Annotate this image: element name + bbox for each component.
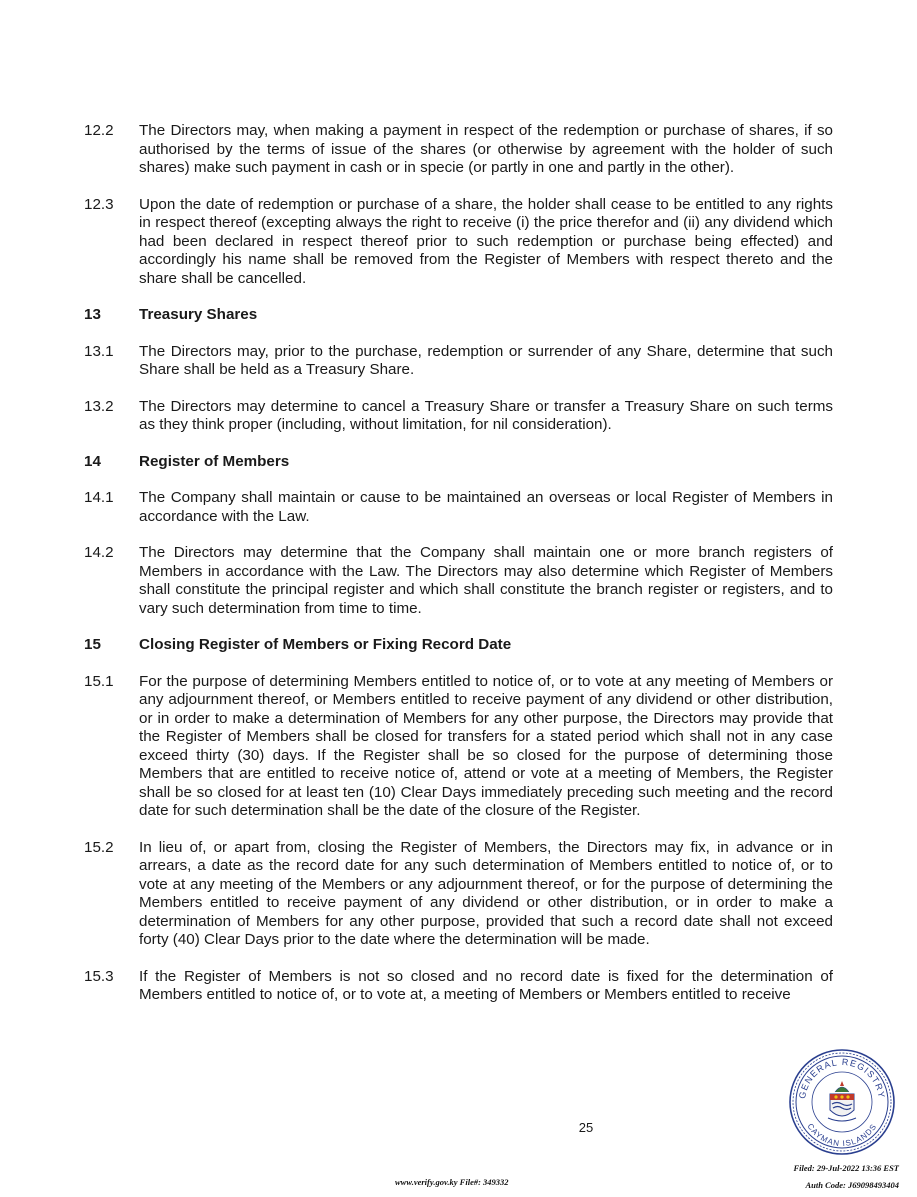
clause-text: For the purpose of determining Members entitled to notice of, or to vote at any meeting of Members or any adjournment thereof, or Members entitled to receive payment of any dividend or other distribution, or in order to make a determination of Members for any other purpose, the Directors may provide that the Register of Members shall be closed for transfers for a stated period which shall not in any case exceed thirty (30) days. If the Register shall be so closed for the purpose of determining those Members that are entitled to receive notice of, attend or vote at a meeting of Members, the Register shall be so closed for at least ten (10) Clear Days immediately preceding such meeting and the record date for such determination shall be the date of the closure of the Register.: [139, 672, 833, 819]
clause-12-2: [84, 122, 833, 178]
clause-14-2: [84, 544, 833, 618]
document-body: [84, 122, 833, 1023]
clause-12-3: [84, 196, 833, 289]
clause-text: The Directors may, when making a payment in respect of the redemption or purchase of shares, if so authorised by the terms of issue of the shares (or otherwise by agreement with the holder of such shares) make such payment in cash or in specie (or partly in one and partly in the other).: [139, 122, 833, 176]
general-registry-seal-icon: [788, 1048, 896, 1156]
section-number: 14: [84, 452, 101, 470]
clause-number: 12.3: [84, 195, 114, 213]
clause-text: The Directors may determine that the Company shall maintain one or more branch registers of Members in accordance with the Law. The Directors may also determine which Register of Members shall constitute the principal register and which shall constitute the branch register or registers, and to vary such determination from time to time.: [139, 544, 833, 617]
clause-number: 12.2: [84, 122, 114, 139]
clause-13-1: [84, 343, 833, 380]
page-number: 25: [578, 1120, 594, 1135]
clause-15-1: [84, 673, 833, 821]
section-number: 15: [84, 636, 101, 653]
verify-file-reference: www.verify.gov.ky File#: 349332: [395, 1177, 509, 1187]
clause-text: In lieu of, or apart from, closing the Register of Members, the Directors may fix, in advance or in arrears, a date as the record date for any such determination of Members entitled to notice of, or to vote at any meeting of the Members or any adjournment thereof, or for the purpose of determining the Members entitled to receive payment of any dividend or other distribution, or in order to make a determination of Members for any other purpose, provided that such a record date shall not exceed forty (40) Clear Days prior to the date where the determination will be made.: [139, 838, 833, 948]
section-title: Closing Register of Members or Fixing Record Date: [139, 636, 512, 653]
clause-14-1: [84, 489, 833, 526]
filing-info: [793, 1160, 899, 1194]
section-number: 13: [84, 306, 101, 323]
filed-timestamp: Filed: 29-Jul-2022 13:36 EST: [793, 1163, 899, 1173]
seal-top-text: GENERAL REGISTRY: [797, 1056, 887, 1100]
clause-number: 13.1: [84, 342, 114, 360]
section-title: Treasury Shares: [139, 306, 258, 323]
svg-text:GENERAL REGISTRY: [797, 1057, 887, 1100]
clause-number: 15.1: [84, 672, 114, 690]
clause-text: The Directors may determine to cancel a Treasury Share or transfer a Treasury Share on such terms as they think proper (including, without limitation, for nil consideration).: [139, 397, 833, 433]
coat-of-arms-icon: [828, 1081, 856, 1121]
section-heading-13: [84, 306, 833, 325]
clause-number: 15.3: [84, 967, 114, 985]
section-heading-15: [84, 636, 833, 655]
clause-text: The Company shall maintain or cause to be maintained an overseas or local Register of Members in accordance with the Law.: [139, 489, 833, 525]
clause-text: The Directors may, prior to the purchase, redemption or surrender of any Share, determine that such Share shall be held as a Treasury Share.: [139, 342, 833, 378]
clause-number: 14.1: [84, 489, 114, 506]
seal-bottom-text: CAYMAN ISLANDS: [805, 1121, 879, 1149]
clause-15-2: [84, 839, 833, 950]
section-heading-14: [84, 453, 833, 472]
clause-number: 15.2: [84, 838, 114, 856]
clause-number: 13.2: [84, 397, 114, 415]
clause-number: 14.2: [84, 544, 114, 561]
clause-13-2: [84, 398, 833, 435]
clause-15-3: [84, 968, 833, 1005]
clause-text: Upon the date of redemption or purchase of a share, the holder shall cease to be entitled to any rights in respect thereof (excepting always the right to receive (i) the price therefor and (ii) any dividend which had been declared in respect thereof prior to such redemption or purchase being effected) and accordingly his name shall be removed from the Register of Members with respect thereto and the share shall be cancelled.: [139, 195, 833, 287]
section-title: Register of Members: [139, 452, 290, 470]
clause-text: If the Register of Members is not so closed and no record date is fixed for the determination of Members entitled to notice of, or to vote at, a meeting of Members or Members entitled to receive: [139, 967, 833, 1003]
auth-code: Auth Code: J69098493404: [805, 1180, 899, 1190]
